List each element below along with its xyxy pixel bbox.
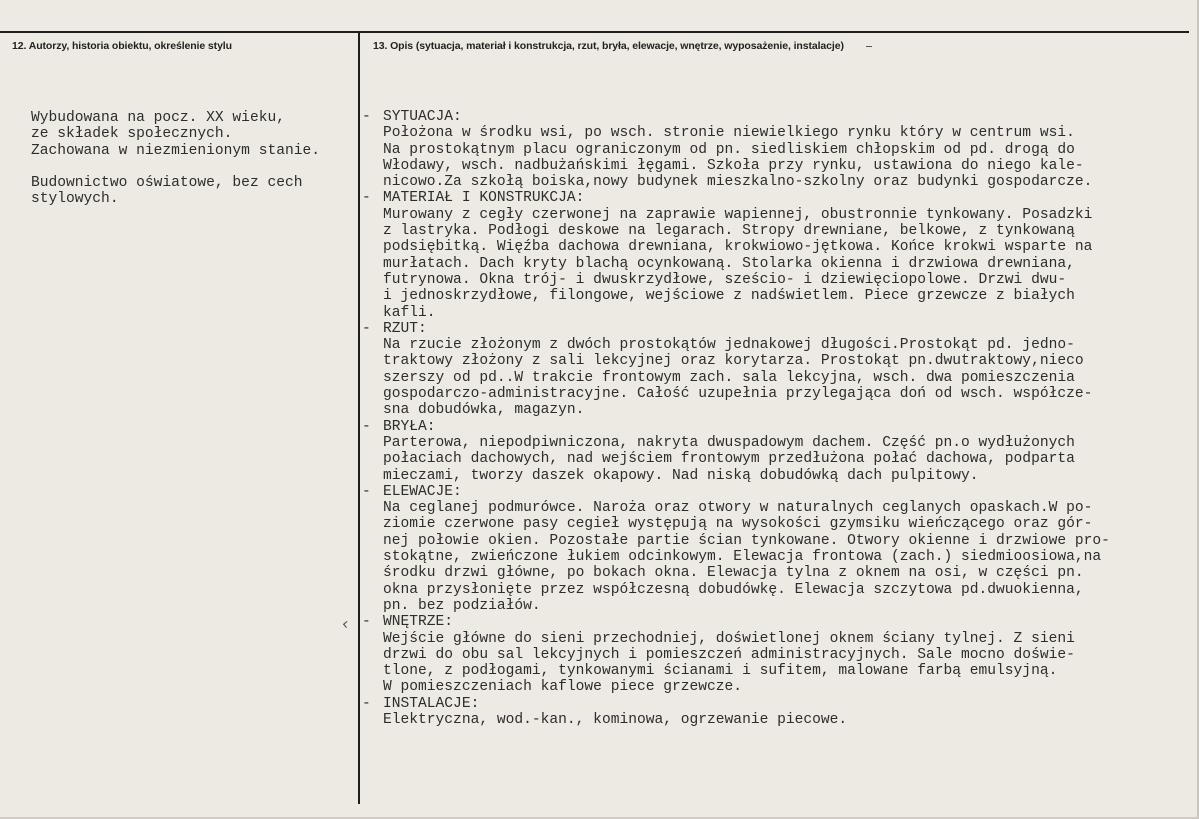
section-line: mieczami, tworzy daszek okapowy. Nad niską dobudówką dach pulpitowy. xyxy=(383,467,979,484)
section-body xyxy=(362,500,1182,614)
section-line: drzwi do obu sal lekcyjnych i pomieszczeń administracyjnych. Sale mocno doświe- xyxy=(383,646,1075,663)
top-divider xyxy=(0,31,1189,33)
description-section xyxy=(362,321,1182,419)
history-line: Wybudowana na pocz. XX wieku, xyxy=(31,110,285,126)
section-line: Na rzucie złożonym z dwóch prostokątów jednakowej długości.Prostokąt pd. jedno- xyxy=(383,337,1075,354)
field-13-header: 13. Opis (sytuacja, materiał i konstrukcja, rzut, bryła, elewacje, wnętrze, wyposażenie, instalacje) xyxy=(373,40,844,52)
description-text-block xyxy=(362,109,1182,728)
section-line: sna dobudówka, magazyn. xyxy=(383,402,585,419)
dash-marker: - xyxy=(362,695,371,712)
section-line: pn. bez podziałów. xyxy=(383,597,541,614)
description-section xyxy=(362,614,1182,695)
description-section xyxy=(362,484,1182,614)
section-title-row xyxy=(362,614,1182,630)
description-section xyxy=(362,190,1182,320)
section-line: Murowany z cegły czerwonej na zaprawie wapiennej, obustronnie tynkowany. Posadzki xyxy=(383,206,1093,223)
section-title-row xyxy=(362,696,1182,712)
section-body xyxy=(362,435,1182,484)
section-line: szerszy od pd..W trakcie frontowym zach. sala lekcyjna, wsch. dwa pomieszczenia xyxy=(383,369,1075,386)
section-line: murłatach. Dach kryty blachą ocynkowaną. Stolarka okienna i drzwiowa drewniana, xyxy=(383,255,1075,272)
section-title-row xyxy=(362,484,1182,500)
section-line: okna przysłonięte przez współczesną dobudówkę. Elewacja szczytowa pd.dwuokienna, xyxy=(383,581,1084,598)
section-title: MATERIAŁ I KONSTRUKCJA: xyxy=(383,190,585,207)
section-line: Na ceglanej podmurówce. Naroża oraz otwory w naturalnych ceglanych opaskach.W po- xyxy=(383,500,1093,517)
section-line: tlone, z podłogami, tynkowanymi ścianami i sufitem, malowane farbą emulsyjną. xyxy=(383,663,1058,680)
section-line: środku drzwi główne, po bokach okna. Elewacja tylna z oknem na osi, w części pn. xyxy=(383,565,1084,582)
section-title: INSTALACJE: xyxy=(383,695,480,712)
section-line: podsiębitką. Więźba dachowa drewniana, krokwiowo-jętkowa. Końce krokwi wsparte na xyxy=(383,239,1093,256)
section-line: stokątne, zwieńczone łukiem odcinkowym. Elewacja frontowa (zach.) siedmioosiowa,na xyxy=(383,549,1102,566)
dash-marker: - xyxy=(362,320,371,337)
history-text-block xyxy=(31,110,351,207)
section-line: Położona w środku wsi, po wsch. stronie niewielkiego rynku który w centrum wsi. xyxy=(383,125,1075,142)
style-line: Budownictwo oświatowe, bez cech xyxy=(31,174,303,191)
section-line: kafli. xyxy=(383,304,436,321)
dash-marker: - xyxy=(362,418,371,435)
section-line: Parterowa, niepodpiwniczona, nakryta dwuspadowym dachem. Część pn.o wydłużonych xyxy=(383,434,1075,451)
section-title: WNĘTRZE: xyxy=(383,614,454,631)
section-line: gospodarczo-administracyjne. Całość uzupełnia przylegająca doń od wsch. współcze- xyxy=(383,386,1093,403)
section-line: Elektryczna, wod.-kan., kominowa, ogrzewanie piecowe. xyxy=(383,711,848,728)
description-section xyxy=(362,696,1182,729)
section-line: połaciach dachowych, nad wejściem frontowym przedłużona połać dachowa, podparta xyxy=(383,451,1075,468)
margin-tick-mark xyxy=(343,621,350,628)
style-line: stylowych. xyxy=(31,191,119,208)
section-body xyxy=(362,631,1182,696)
section-title: BRYŁA: xyxy=(383,418,436,435)
section-body xyxy=(362,712,1182,728)
section-line: z lastryka. Podłogi deskowe na legarach. Stropy drewniane, belkowe, z tynkowaną xyxy=(383,223,1075,240)
dash-marker: - xyxy=(362,614,371,631)
dash-marker: - xyxy=(362,109,371,125)
section-body xyxy=(362,337,1182,418)
section-title-row xyxy=(362,321,1182,337)
section-body xyxy=(362,207,1182,321)
section-line: Włodawy, wsch. nadbużańskimi łęgami. Szkoła przy rynku, ustawiona do niego kale- xyxy=(383,157,1084,174)
section-line: Wejście główne do sieni przechodniej, doświetlonej oknem ściany tylnej. Z sieni xyxy=(383,630,1075,647)
field-13-header-wrap xyxy=(373,40,872,52)
column-divider xyxy=(358,32,360,804)
section-title: ELEWACJE: xyxy=(383,483,462,500)
history-paragraph xyxy=(31,110,351,159)
section-title-row xyxy=(362,419,1182,435)
description-section xyxy=(362,109,1182,190)
section-line: i jednoskrzydłowe, filongowe, wejściowe z nadświetlem. Piece grzewcze z białych xyxy=(383,288,1075,305)
style-paragraph xyxy=(31,175,351,208)
section-title: RZUT: xyxy=(383,320,427,337)
section-body xyxy=(362,125,1182,190)
description-section xyxy=(362,419,1182,484)
dash-marker: - xyxy=(362,483,371,500)
section-line: futrynowa. Okna trój- i dwuskrzydłowe, sześcio- i dziewięciopolowe. Drzwi dwu- xyxy=(383,271,1067,288)
section-line: W pomieszczeniach kaflowe piece grzewcze. xyxy=(383,679,743,696)
section-title: SYTUACJA: xyxy=(383,109,462,125)
section-line: ziomie czerwone pasy cegieł występują na wysokości gzymsiku wieńczącego oraz gór- xyxy=(383,516,1093,533)
section-line: Na prostokątnym placu ograniczonym od pn. siedliskiem chłopskim od pd. drogą do xyxy=(383,141,1075,158)
history-line: ze składek społecznych. xyxy=(31,126,233,143)
section-title-row xyxy=(362,109,1182,125)
field-12-header: 12. Autorzy, historia obiektu, określenie stylu xyxy=(12,40,232,52)
section-line: nicowo.Za szkołą boiska,nowy budynek mieszkalno-szkolny oraz budynki gospodarcze. xyxy=(383,174,1093,191)
history-line: Zachowana w niezmienionym stanie. xyxy=(31,142,321,159)
section-line: traktowy złożony z sali lekcyjnej oraz korytarza. Prostokąt pn.dwutraktowy,nieco xyxy=(383,353,1084,370)
section-title-row xyxy=(362,190,1182,206)
stray-mark xyxy=(866,46,872,47)
section-line: nej połowie okien. Pozostałe partie ścian tynkowane. Otwory okienne i drzwiowe pro- xyxy=(383,532,1110,549)
dash-marker: - xyxy=(362,190,371,207)
